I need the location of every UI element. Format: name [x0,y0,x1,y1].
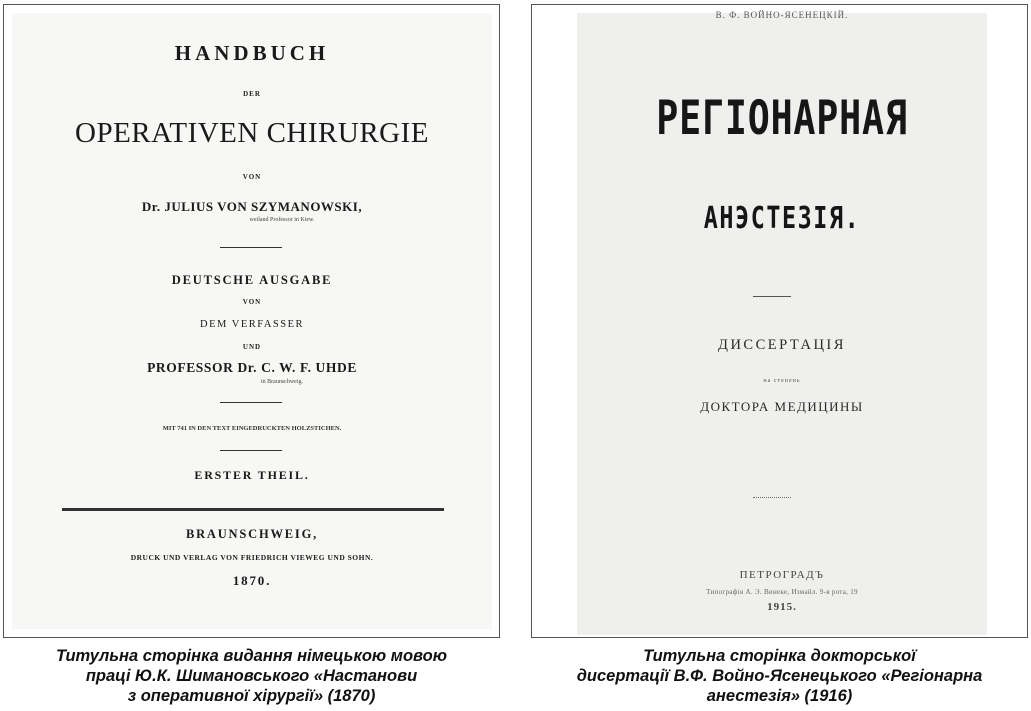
year-label: 1915. [767,601,797,613]
title-regionarnaya: РЕГІОНАРНАЯ [656,91,908,146]
caption-line: з оперативної хірургії» (1870) [127,687,376,705]
title-von: VON [242,173,262,181]
city-label: BRAUNSCHWEIG, [185,527,319,541]
coauthor-name: PROFESSOR Dr. C. W. F. UHDE [147,360,357,375]
title-der: DER [243,90,261,98]
right-caption [531,646,1028,706]
part-label: ERSTER THEIL. [194,468,310,482]
year-label: 1870. [232,573,272,588]
ornament-rule [220,402,282,403]
edition-label: DEUTSCHE AUSGABE [171,273,333,287]
right-title-page-image [531,4,1028,638]
author-name: Dr. JULIUS VON SZYMANOWSKI, [141,199,363,214]
printer-label: Типографія А. Э. Винеке, Измайл. 9-я рота, 19 [706,588,858,596]
left-caption [3,646,500,706]
separator-rule [62,508,444,511]
caption-line: анестезія» (1916) [706,687,853,705]
dissertation-label: ДИССЕРТАЦІЯ [718,337,846,353]
ornament-rule [220,247,282,248]
caption-line: дисертації В.Ф. Войно-Ясенецького «Регіонарна [576,667,983,685]
left-title-page-image [3,4,500,638]
caption-line: праці Ю.К. Шимановського «Настанови [85,667,418,685]
degree-label: ДОКТОРА МЕДИЦИНЫ [700,399,864,414]
und-label: UND [242,343,262,351]
author-note: weiland Professor in Kiew. [249,217,315,223]
edition-von: VON [242,298,262,306]
publisher-label: DRUCK UND VERLAG VON FRIEDRICH VIEWEG UND SOHN. [130,553,374,562]
degree-prefix: на степень [763,378,801,384]
city-label: ПЕТРОГРАДЪ [739,569,825,581]
title-anesteziya: АНЭСТЕЗІЯ. [703,201,861,236]
title-handbuch: HANDBUCH [174,41,330,65]
caption-line: Титульна сторінка видання німецькою мовою [56,647,447,665]
illustrations-note: MIT 741 IN DEN TEXT EINGEDRUCKTEN HOLZSTICHEN. [162,425,342,432]
ornament-rule [753,497,791,498]
top-header: В. Ф. ВОЙНО-ЯСЕНЕЦКІЙ. [715,10,849,20]
by-author: DEM VERFASSER [199,319,304,330]
ornament-rule [220,450,282,451]
coauthor-note: in Braunschweig. [261,379,303,385]
ornament-rule [753,296,791,297]
voino-yasenetsky-title-page [577,10,987,635]
szymanowski-title-page [12,13,492,629]
title-operativen-chirurgie: OPERATIVEN CHIRURGIE [75,117,429,149]
caption-line: Титульна сторінка докторської [643,647,916,665]
